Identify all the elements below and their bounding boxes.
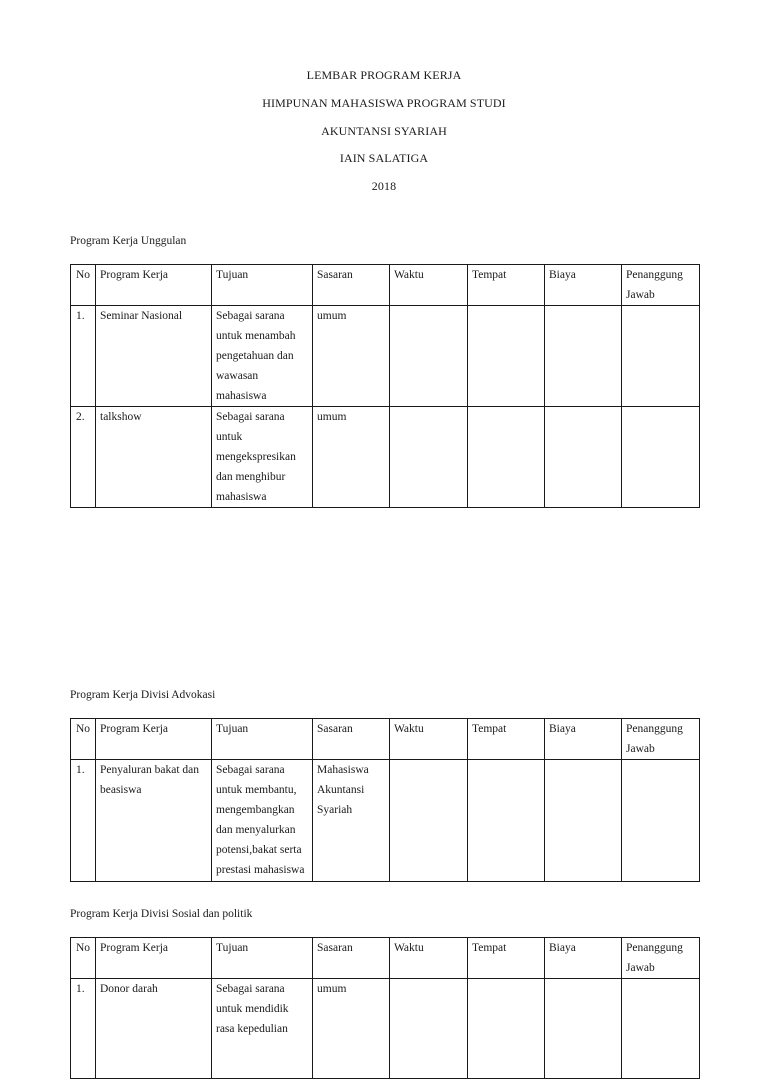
col-header-pj-line1: Penanggung bbox=[626, 269, 683, 281]
cell-line: dan menghibur bbox=[216, 471, 286, 483]
cell-line: Akuntansi bbox=[317, 784, 365, 796]
table-row bbox=[71, 407, 700, 508]
cell-line: untuk bbox=[216, 431, 243, 443]
cell-no: 2. bbox=[71, 407, 96, 508]
col-header-program: Program Kerja bbox=[96, 938, 212, 979]
cell-line: Donor darah bbox=[100, 983, 158, 995]
cell-sasaran bbox=[313, 407, 390, 508]
cell-program bbox=[96, 760, 212, 882]
col-header-no: No bbox=[71, 938, 96, 979]
cell-line: Seminar Nasional bbox=[100, 310, 183, 322]
col-header-tempat: Tempat bbox=[468, 719, 545, 760]
cell-line: Sebagai sarana bbox=[216, 411, 285, 423]
doc-subtitle-institution: IAIN SALATIGA bbox=[339, 151, 429, 165]
cell-tempat bbox=[468, 306, 545, 407]
cell-line: mengembangkan bbox=[216, 804, 295, 816]
col-header-waktu: Waktu bbox=[390, 265, 468, 306]
cell-biaya bbox=[545, 979, 622, 1079]
table-sosial-politik bbox=[70, 937, 700, 1079]
cell-sasaran bbox=[313, 760, 390, 882]
cell-program bbox=[96, 306, 212, 407]
cell-tujuan bbox=[212, 979, 313, 1079]
doc-subtitle-program: AKUNTANSI SYARIAH bbox=[321, 124, 447, 138]
cell-line: Sebagai sarana bbox=[216, 310, 285, 322]
col-header-tujuan: Tujuan bbox=[212, 719, 313, 760]
col-header-penanggung-jawab bbox=[622, 938, 700, 979]
table-row bbox=[71, 979, 700, 1079]
table-header-row bbox=[71, 265, 700, 306]
cell-line: untuk membantu, bbox=[216, 784, 297, 796]
cell-tempat bbox=[468, 979, 545, 1079]
table-header-row bbox=[71, 719, 700, 760]
doc-title: LEMBAR PROGRAM KERJA bbox=[306, 68, 462, 82]
cell-waktu bbox=[390, 407, 468, 508]
section-title-unggulan: Program Kerja Unggulan bbox=[70, 235, 187, 247]
cell-line: dan menyalurkan bbox=[216, 824, 296, 836]
col-header-biaya: Biaya bbox=[545, 938, 622, 979]
cell-line: Sebagai sarana bbox=[216, 764, 285, 776]
col-header-penanggung-jawab bbox=[622, 719, 700, 760]
cell-penanggung-jawab bbox=[622, 979, 700, 1079]
cell-biaya bbox=[545, 306, 622, 407]
cell-program bbox=[96, 407, 212, 508]
col-header-sasaran: Sasaran bbox=[313, 938, 390, 979]
cell-line: prestasi mahasiswa bbox=[216, 864, 305, 876]
cell-line: umum bbox=[317, 411, 347, 423]
cell-sasaran bbox=[313, 979, 390, 1079]
cell-line: Mahasiswa bbox=[317, 764, 369, 776]
col-header-program: Program Kerja bbox=[96, 719, 212, 760]
col-header-program: Program Kerja bbox=[96, 265, 212, 306]
cell-line: mahasiswa bbox=[216, 491, 267, 503]
col-header-pj-line2: Jawab bbox=[626, 743, 655, 755]
cell-tempat bbox=[468, 407, 545, 508]
cell-waktu bbox=[390, 306, 468, 407]
col-header-pj-line2: Jawab bbox=[626, 289, 655, 301]
col-header-no: No bbox=[71, 719, 96, 760]
table-unggulan bbox=[70, 264, 700, 508]
cell-program bbox=[96, 979, 212, 1079]
col-header-pj-line1: Penanggung bbox=[626, 723, 683, 735]
cell-line: potensi,bakat serta bbox=[216, 844, 302, 856]
cell-penanggung-jawab bbox=[622, 760, 700, 882]
cell-line: Syariah bbox=[317, 804, 353, 816]
col-header-waktu: Waktu bbox=[390, 938, 468, 979]
col-header-pj-line2: Jawab bbox=[626, 962, 655, 974]
col-header-tujuan: Tujuan bbox=[212, 265, 313, 306]
doc-year: 2018 bbox=[371, 179, 397, 193]
col-header-pj-line1: Penanggung bbox=[626, 942, 683, 954]
cell-line: mengekspresikan bbox=[216, 451, 296, 463]
cell-no: 1. bbox=[71, 760, 96, 882]
col-header-tempat: Tempat bbox=[468, 938, 545, 979]
cell-line: talkshow bbox=[100, 411, 142, 423]
cell-line: untuk menambah bbox=[216, 330, 296, 342]
cell-biaya bbox=[545, 760, 622, 882]
cell-line: beasiswa bbox=[100, 784, 142, 796]
cell-line: Penyaluran bakat dan bbox=[100, 764, 199, 776]
cell-line: pengetahuan dan bbox=[216, 350, 294, 362]
cell-no: 1. bbox=[71, 306, 96, 407]
doc-subtitle-organization: HIMPUNAN MAHASISWA PROGRAM STUDI bbox=[262, 96, 506, 110]
table-header-row bbox=[71, 938, 700, 979]
cell-biaya bbox=[545, 407, 622, 508]
cell-tujuan bbox=[212, 760, 313, 882]
cell-line: Sebagai sarana bbox=[216, 983, 285, 995]
section-title-sosial-politik: Program Kerja Divisi Sosial dan politik bbox=[70, 908, 253, 920]
cell-penanggung-jawab bbox=[622, 407, 700, 508]
cell-line: rasa kepedulian bbox=[216, 1023, 288, 1035]
table-row bbox=[71, 760, 700, 882]
col-header-biaya: Biaya bbox=[545, 265, 622, 306]
cell-penanggung-jawab bbox=[622, 306, 700, 407]
cell-line: mahasiswa bbox=[216, 390, 267, 402]
cell-tempat bbox=[468, 760, 545, 882]
col-header-biaya: Biaya bbox=[545, 719, 622, 760]
col-header-sasaran: Sasaran bbox=[313, 719, 390, 760]
col-header-no: No bbox=[71, 265, 96, 306]
cell-waktu bbox=[390, 760, 468, 882]
table-advokasi bbox=[70, 718, 700, 882]
cell-tujuan bbox=[212, 306, 313, 407]
cell-line: umum bbox=[317, 310, 347, 322]
col-header-waktu: Waktu bbox=[390, 719, 468, 760]
col-header-tempat: Tempat bbox=[468, 265, 545, 306]
col-header-tujuan: Tujuan bbox=[212, 938, 313, 979]
col-header-sasaran: Sasaran bbox=[313, 265, 390, 306]
section-title-advokasi: Program Kerja Divisi Advokasi bbox=[70, 689, 216, 701]
cell-line: untuk mendidik bbox=[216, 1003, 289, 1015]
col-header-penanggung-jawab bbox=[622, 265, 700, 306]
table-row bbox=[71, 306, 700, 407]
cell-line: umum bbox=[317, 983, 347, 995]
cell-tujuan bbox=[212, 407, 313, 508]
cell-no: 1. bbox=[71, 979, 96, 1079]
cell-sasaran bbox=[313, 306, 390, 407]
cell-waktu bbox=[390, 979, 468, 1079]
cell-line: wawasan bbox=[216, 370, 259, 382]
